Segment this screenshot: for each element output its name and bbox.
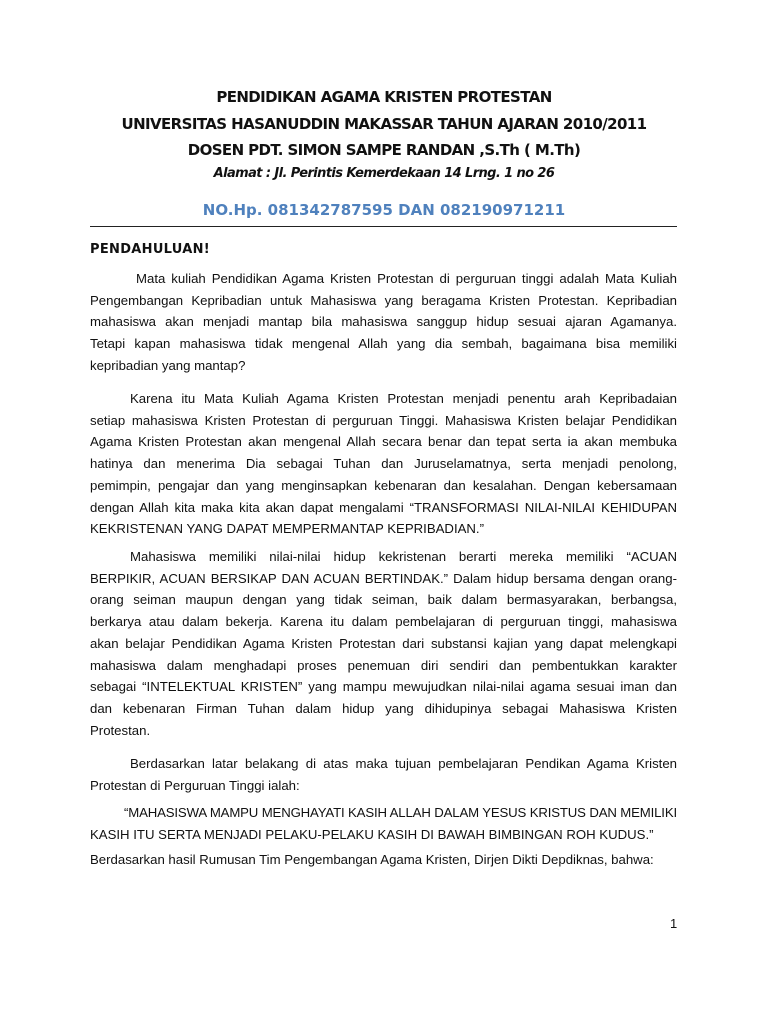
address-line: Alamat : Jl. Perintis Kemerdekaan 14 Lrng. 1 no 26 <box>213 166 555 181</box>
text-line: Mahasiswa memiliki nilai-nilai hidup kekristenan berarti mereka memiliki “ACUAN <box>130 549 677 564</box>
text-line: mahasiswa dalam menghadapi proses penemuan diri sendiri dan pembentukkan karakter <box>90 657 677 673</box>
text-line: Berdasarkan latar belakang di atas maka tujuan pembelajaran Pendikan Agama Kristen <box>130 756 677 771</box>
paragraph-2 <box>90 388 677 540</box>
text-line: mahasiswa akan menjadi mantap bila mahasiswa sanggup hidup sesuai ajaran Agamanya. <box>90 314 677 330</box>
text-line: sebagai “INTELEKTUAL KRISTEN” yang mampu mewujudkan nilai-nilai agama sesuai iman dan <box>90 679 677 695</box>
text-line: Mata kuliah Pendidikan Agama Kristen Protestan di perguruan tinggi adalah Mata Kuliah <box>136 271 677 286</box>
section-heading: PENDAHULUAN! <box>90 242 211 257</box>
text-line: berkarya atau dalam bekerja. Karena itu dalam pembelajaran di perguruan tinggi, mahasiswa <box>90 614 677 630</box>
text-line: pemimpin, pengajar dan yang menginsapkan kebenaran dan kesalahan. Dengan kebersamaan <box>90 477 677 493</box>
text-line: Agama Kristen Protestan akan mengenal Allah secara benar dan tepat serta ia akan membuka <box>90 434 677 450</box>
text-line: KASIH ITU SERTA MENJADI PELAKU-PELAKU KASIH DI BAWAH BIMBINGAN ROH KUDUS.” <box>90 826 654 842</box>
paragraph-1 <box>90 268 677 377</box>
text-line: dan kebenaran Firman Tuhan dalam hidup yang dihidupinya sebagai Mahasiswa Kristen <box>90 700 677 716</box>
text-line: Protestan. <box>90 722 151 738</box>
text-line: orang seiman maupun dengan yang tidak seiman, baik dalam bermasyarakan, berbangsa, <box>90 592 677 608</box>
university-line: UNIVERSITAS HASANUDDIN MAKASSAR TAHUN AJARAN 2010/2011 <box>121 115 647 133</box>
text-line: Protestan di Perguruan Tinggi ialah: <box>90 777 300 793</box>
header-divider <box>90 226 677 227</box>
text-line: kepribadian yang mantap? <box>90 357 246 373</box>
text-line: dengan Allah kita maka kita akan dapat mengalami “TRANSFORMASI NILAI-NILAI KEHIDUPAN <box>90 499 677 515</box>
phone-line: NO.Hp. 081342787595 DAN 082190971211 <box>202 201 566 219</box>
paragraph-5 <box>90 849 677 871</box>
objective-quote <box>90 802 677 845</box>
text-line: setiap mahasiswa Kristen Protestan di perguruan Tinggi. Mahasiswa Kristen belajar Pendidikan <box>90 412 677 428</box>
text-line: Pengembangan Kepribadian untuk Mahasiswa yang beragama Kristen Protestan. Kepribadian <box>90 292 677 308</box>
text-line: KEKRISTENAN YANG DAPAT MEMPERMANTAP KEPRIBADIAN.” <box>90 521 484 537</box>
lecturer-line: DOSEN PDT. SIMON SAMPE RANDAN ,S.Th ( M.Th) <box>187 141 581 159</box>
text-line: akan belajar Pendidikan Agama Kristen Protestan dari substansi kajian yang dapat melengkapi <box>90 635 677 651</box>
document-title: PENDIDIKAN AGAMA KRISTEN PROTESTAN <box>216 88 552 106</box>
text-line: BERPIKIR, ACUAN BERSIKAP DAN ACUAN BERTINDAK.” Dalam hidup bersama dengan orang- <box>90 570 677 586</box>
paragraph-4 <box>90 753 677 796</box>
text-line: Tetapi kapan mahasiswa tidak mengenal Allah yang dia sembah, bagaimana bisa memiliki <box>90 336 677 352</box>
text-line: hatinya dan menerima Dia sebagai Tuhan dan Juruselamatnya, serta menjadi penolong, <box>90 456 677 472</box>
text-line: Berdasarkan hasil Rumusan Tim Pengembangan Agama Kristen, Dirjen Dikti Depdiknas, bahwa: <box>90 852 654 867</box>
text-line: “MAHASISWA MAMPU MENGHAYATI KASIH ALLAH DALAM YESUS KRISTUS DAN MEMILIKI <box>124 805 677 820</box>
paragraph-3 <box>90 546 677 741</box>
page-number: 1 <box>670 916 678 931</box>
text-line: Karena itu Mata Kuliah Agama Kristen Protestan menjadi penentu arah Kepribadaian <box>130 391 677 406</box>
